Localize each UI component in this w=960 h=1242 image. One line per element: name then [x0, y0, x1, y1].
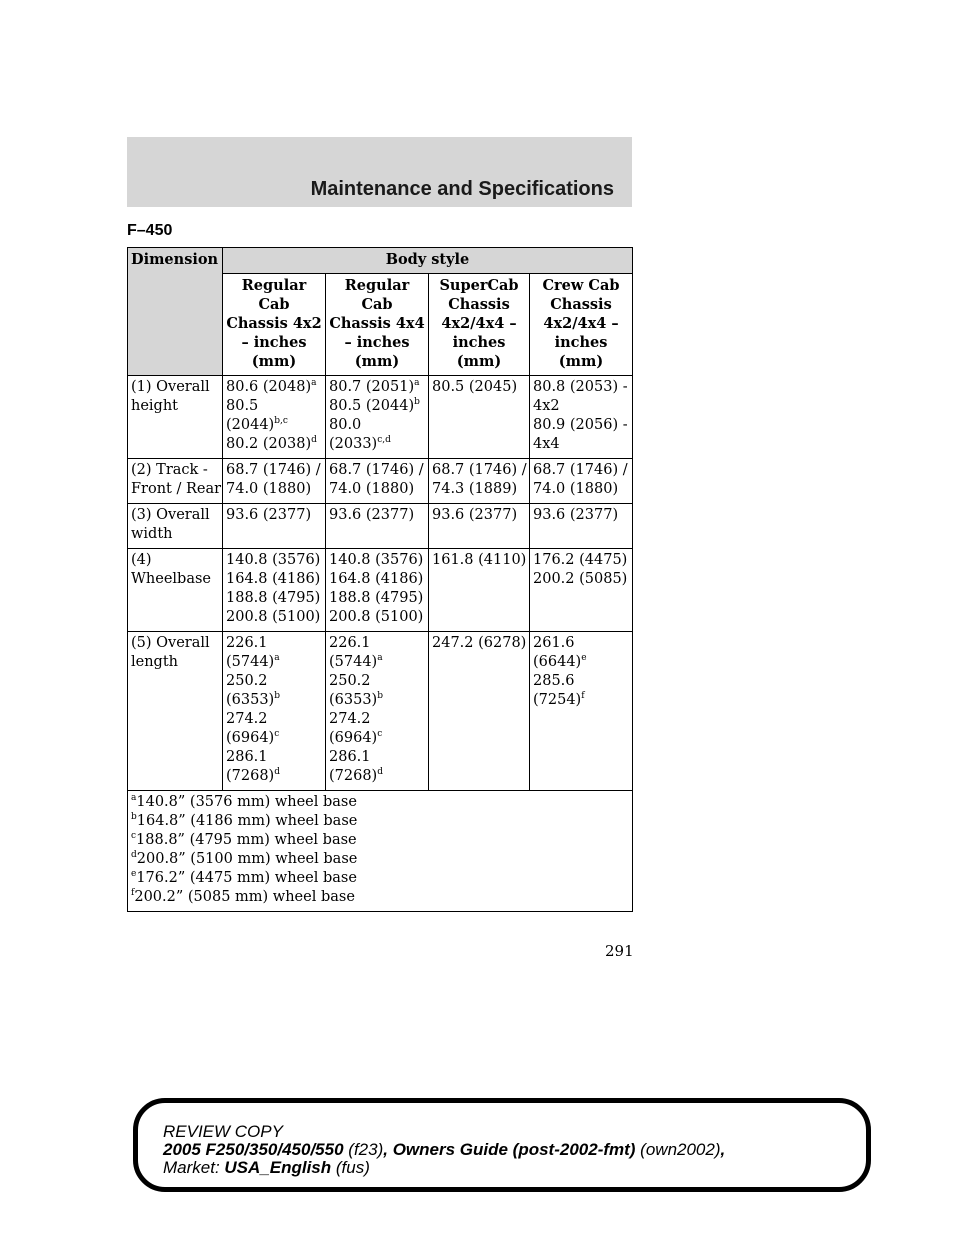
table-row: [128, 504, 633, 549]
table-cell: 80.7 $(2051)^a$ 80.5 $(2044)^b$ 80.0 $(2033)^{c,d}$: [326, 376, 429, 459]
footnote-marker: b: [131, 812, 137, 822]
footnotes: [128, 791, 633, 912]
table-cell: 226.1 $(5744)^a$ 250.2 $(6353)^b$ 274.2 $(6964)^c$ 286.1 $(7268)^d$: [223, 632, 326, 791]
footnote-marker: c: [274, 729, 280, 739]
footnote-marker: e: [131, 869, 137, 879]
table-cell: 226.1 $(5744)^a$ 250.2 $(6353)^b$ 274.2 $(6964)^c$ 286.1 $(7268)^d$: [326, 632, 429, 791]
footnote: $^a$140.8” (3576 mm) wheel base: [131, 793, 357, 810]
footnote-marker: c,d: [377, 435, 391, 445]
column-header: Regular Cab Chassis 4x2 – inches (mm): [223, 274, 326, 376]
table-cell: 68.7 (1746) / 74.3 (1889): [429, 459, 530, 504]
footnote-marker: d: [274, 767, 280, 777]
table-row: [128, 632, 633, 791]
table-cell: 140.8 (3576) 164.8 (4186) 188.8 (4795) 200.8 (5100): [223, 549, 326, 632]
table-cell: 140.8 (3576) 164.8 (4186) 188.8 (4795) 200.8 (5100): [326, 549, 429, 632]
section-title: F–450: [127, 222, 173, 239]
footnote-marker: b,c: [274, 416, 288, 426]
footnote-marker: d: [377, 767, 383, 777]
dimension-header: Dimension: [128, 248, 223, 376]
footnote-marker: f: [581, 691, 585, 701]
table-cell: 80.5 (2045): [429, 376, 530, 459]
table-cell: 176.2 (4475) 200.2 (5085): [530, 549, 633, 632]
row-label: (4) Wheelbase: [128, 549, 223, 632]
column-header: Crew Cab Chassis 4x2/4x4 – inches (mm): [530, 274, 633, 376]
row-label: (3) Overall width: [128, 504, 223, 549]
table-row: [128, 459, 633, 504]
row-label: (2) Track - Front / Rear: [128, 459, 223, 504]
table-body: [128, 376, 633, 912]
page-header-title: Maintenance and Specifications: [310, 178, 614, 200]
table-header-row: [128, 248, 633, 274]
footnote-marker: a: [131, 793, 137, 803]
footnote: $^c$188.8” (4795 mm) wheel base: [131, 831, 357, 848]
row-label: (5) Overall length: [128, 632, 223, 791]
footnote-marker: e: [581, 653, 587, 663]
review-line-3: Market: USA_English (fus): [163, 1158, 370, 1177]
body-style-header: Body style: [223, 248, 633, 274]
footnote-marker: a: [274, 653, 280, 663]
footnote-marker: a: [414, 378, 420, 388]
review-line-2: 2005 F250/350/450/550 (f23), Owners Guide (post-2002-fmt) (own2002),: [163, 1140, 726, 1159]
table-cell: 93.6 (2377): [429, 504, 530, 549]
footnote-marker: c: [131, 831, 137, 841]
header-band: [127, 137, 632, 207]
footnotes-row: [128, 791, 633, 912]
table-row: [128, 376, 633, 459]
footnote-marker: a: [311, 378, 317, 388]
column-header: SuperCab Chassis 4x2/4x4 – inches (mm): [429, 274, 530, 376]
footnote-marker: b: [414, 397, 420, 407]
specifications-table: [127, 247, 633, 912]
column-header: Regular Cab Chassis 4x4 – inches (mm): [326, 274, 429, 376]
footnote-marker: b: [377, 691, 383, 701]
review-line-1: REVIEW COPY: [163, 1122, 283, 1141]
footnote-marker: c: [377, 729, 383, 739]
footnote: $^b$164.8” (4186 mm) wheel base: [131, 812, 358, 829]
footnote-marker: d: [311, 435, 317, 445]
page-number: 291: [605, 942, 634, 960]
table-cell: 93.6 (2377): [326, 504, 429, 549]
table-row: [128, 549, 633, 632]
table-cell: 68.7 (1746) / 74.0 (1880): [223, 459, 326, 504]
review-copy-text: [163, 1123, 725, 1177]
table-cell: 93.6 (2377): [530, 504, 633, 549]
footnote-marker: f: [131, 888, 135, 898]
footnote-marker: d: [131, 850, 137, 860]
footnote-marker: b: [274, 691, 280, 701]
table-cell: 80.8 (2053) - 4x2 80.9 (2056) - 4x4: [530, 376, 633, 459]
footnote: $^f$200.2” (5085 mm) wheel base: [131, 888, 355, 905]
footnote: $^d$200.8” (5100 mm) wheel base: [131, 850, 358, 867]
table-cell: 261.6 $(6644)^e$ 285.6 $(7254)^f$: [530, 632, 633, 791]
table-cell: 68.7 (1746) / 74.0 (1880): [326, 459, 429, 504]
table-cell: 68.7 (1746) / 74.0 (1880): [530, 459, 633, 504]
footnote-marker: a: [377, 653, 383, 663]
row-label: (1) Overall height: [128, 376, 223, 459]
table-cell: 247.2 (6278): [429, 632, 530, 791]
table-cell: 93.6 (2377): [223, 504, 326, 549]
table-cell: 161.8 (4110): [429, 549, 530, 632]
footnote: $^e$176.2” (4475 mm) wheel base: [131, 869, 357, 886]
table-cell: 80.6 $(2048)^a$ 80.5 $(2044)^{b,c}$ 80.2 $(2038)^d$: [223, 376, 326, 459]
